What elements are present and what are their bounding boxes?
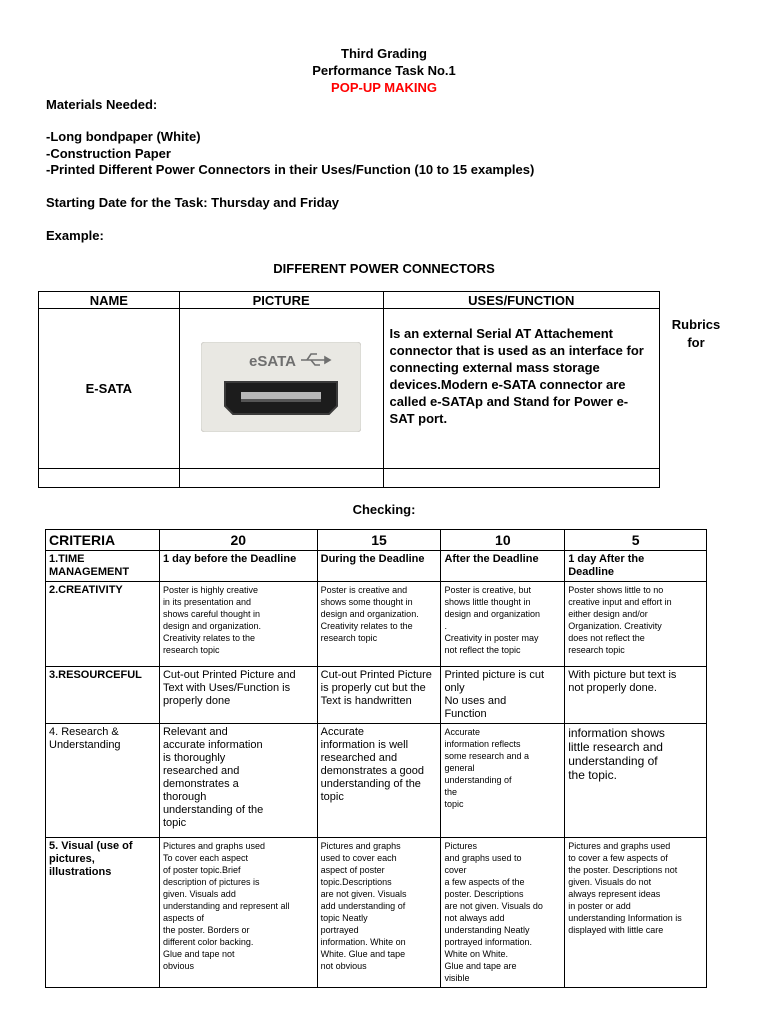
title-line-3: POP-UP MAKING [331,80,437,95]
score-cell: Cut-out Printed Picture is properly cut but the Text is handwritten [317,667,441,724]
empty-cell [383,469,659,488]
score-cell: Relevant and accurate information is thoroughly researched and demonstrates a thorough understanding of the topic [159,724,317,838]
rubric-header-15: 15 [317,530,441,551]
rubrics-side-note: Rubrics for [671,317,721,350]
table-row [46,582,707,667]
col-header-name: NAME [39,292,180,309]
rubric-header-10: 10 [441,530,565,551]
table-row [46,551,707,582]
example-label: Example: [46,228,104,243]
checking-label: Checking: [352,502,416,517]
score-cell: Pictures and graphs used to cover a few aspects of the poster. Descriptions not given. Visuals do not always represent ideas in poster or add understanding Information is displayed with little care [565,838,707,988]
criteria-cell: 2.CREATIVITY [46,582,160,667]
rubric-header-criteria: CRITERIA [46,530,160,551]
criteria-cell: 5. Visual (use of pictures, illustrations [46,838,160,988]
connector-name: E-SATA [39,309,180,469]
starting-date: Starting Date for the Task: Thursday and Friday [46,195,340,210]
score-cell: Pictures and graphs used to cover each aspect of poster topic.Descriptions are not given. Visuals add understanding of topic Neatly portrayed information. White on White. Glue and tape not obvious [317,838,441,988]
score-cell: During the Deadline [317,551,441,582]
score-cell: Poster is creative, but shows little thought in design and organization . Creativity in poster may not reflect the topic [441,582,565,667]
connector-picture [179,309,383,469]
table-row [46,667,707,724]
table-row [46,838,707,988]
score-cell: 1 day After the Deadline [565,551,707,582]
col-header-picture: PICTURE [179,292,383,309]
criteria-cell: 3.RESOURCEFUL [46,667,160,724]
score-cell: 1 day before the Deadline [159,551,317,582]
score-cell: Cut-out Printed Picture and Text with Uses/Function is properly done [159,667,317,724]
table-row [46,724,707,838]
connectors-table [38,291,660,488]
score-cell: information shows little research and understanding of the topic. [565,724,707,838]
title-line-2: Performance Task No.1 [312,63,456,78]
materials-item: -Long bondpaper (White) [46,129,201,144]
rubric-header-20: 20 [159,530,317,551]
score-cell: Accurate information is well researched and demonstrates a good understanding of the topic [317,724,441,838]
connectors-title: DIFFERENT POWER CONNECTORS [273,261,495,276]
criteria-cell: 1.TIME MANAGEMENT [46,551,160,582]
score-cell: After the Deadline [441,551,565,582]
rubric-header-5: 5 [565,530,707,551]
empty-cell [39,469,180,488]
materials-title: Materials Needed: [46,97,158,112]
score-cell: With picture but text is not properly done. [565,667,707,724]
score-cell: Poster is creative and shows some thought in design and organization. Creativity relates to the research topic [317,582,441,667]
title-line-1: Third Grading [341,46,427,61]
score-cell: Poster is highly creative in its presentation and shows careful thought in design and organization. Creativity relates to the research topic [159,582,317,667]
connector-uses: Is an external Serial AT Attachement connector that is used as an interface for connecting external mass storage devices.Modern e-SATA connector are called e-SATAp and Stand for Power e-SAT port. [383,309,659,469]
score-cell: Pictures and graphs used To cover each aspect of poster topic.Brief description of pictures is given. Visuals add understanding and represent all aspects of the poster. Borders or different color backing. Glue and tape not obvious [159,838,317,988]
materials-item: -Construction Paper [46,146,171,161]
esata-port-image [201,342,361,432]
score-cell: Poster shows little to no creative input and effort in either design and/or Organization. Creativity does not reflect the research topic [565,582,707,667]
col-header-uses: USES/FUNCTION [383,292,659,309]
materials-item: -Printed Different Power Connectors in their Uses/Function (10 to 15 examples) [46,162,535,177]
port-label: eSATA [249,353,297,370]
empty-cell [179,469,383,488]
score-cell: Printed picture is cut only No uses and Function [441,667,565,724]
score-cell: Pictures and graphs used to cover a few aspects of the poster. Descriptions are not given. Visuals do not always add understanding Neatly portrayed information. White on White. Glue and tape are visible [441,838,565,988]
criteria-cell: 4. Research & Understanding [46,724,160,838]
score-cell: Accurate information reflects some research and a general understanding of the topic [441,724,565,838]
rubric-table [45,529,707,988]
